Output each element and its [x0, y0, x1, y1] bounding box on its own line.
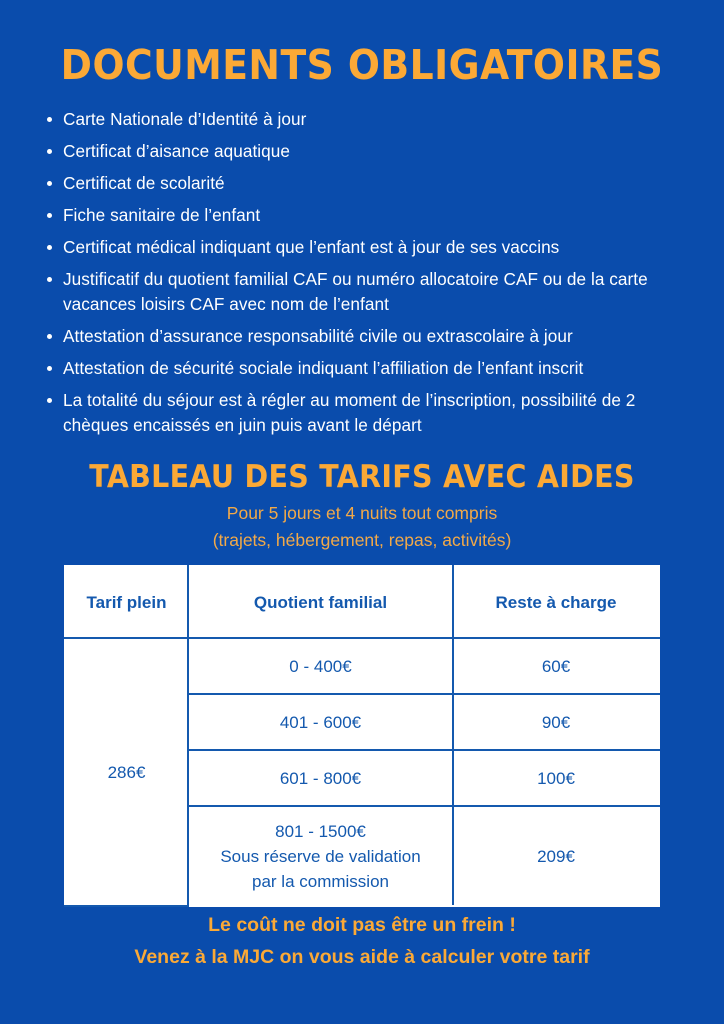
table-row: [65, 638, 659, 694]
list-item-label: Fiche sanitaire de l’enfant: [63, 205, 261, 225]
list-item-label: Justificatif du quotient familial CAF ou numéro allocatoire CAF ou de la carte vacances loisirs CAF avec nom de l’enfant: [63, 269, 648, 314]
list-item-label: Certificat médical indiquant que l’enfant est à jour de ses vaccins: [63, 237, 560, 257]
bullet-icon: [47, 398, 52, 403]
table-header-row: [65, 566, 659, 638]
list-item: [44, 139, 692, 164]
table-cell-quotient: 0 - 400€: [188, 638, 453, 694]
tarifs-section-title: TABLEAU DES TARIFS AVEC AIDES: [89, 459, 635, 495]
list-item-label: Attestation de sécurité sociale indiquant l’affiliation de l’enfant inscrit: [63, 358, 584, 378]
list-item-label: Carte Nationale d’Identité à jour: [63, 109, 307, 129]
table-cell-quotient: 401 - 600€: [188, 694, 453, 750]
list-item-label: La totalité du séjour est à régler au moment de l’inscription, possibilité de 2 chèques encaissés en juin puis avant le départ: [63, 390, 636, 435]
required-documents-list: [44, 107, 692, 445]
table-cell-quotient-line-3: par la commission: [252, 871, 389, 891]
list-item: [44, 267, 692, 317]
bullet-icon: [47, 366, 52, 371]
list-item: [44, 107, 692, 132]
table-cell-quotient-line-2: Sous réserve de validation: [220, 846, 421, 866]
list-item: [44, 235, 692, 260]
table-cell-reste: 209€: [453, 806, 659, 906]
bullet-icon: [47, 117, 52, 122]
table-cell-reste: 90€: [453, 694, 659, 750]
table-header-tarif-plein: Tarif plein: [65, 566, 188, 638]
table-cell-reste: 60€: [453, 638, 659, 694]
table-cell-reste: 100€: [453, 750, 659, 806]
tarifs-subtitle-line-1: Pour 5 jours et 4 nuits tout compris: [226, 503, 498, 523]
tarifs-subtitle-line-2: (trajets, hébergement, repas, activités): [212, 530, 512, 550]
table-cell-quotient-line-1: 801 - 1500€: [275, 821, 366, 841]
list-item-label: Certificat d’aisance aquatique: [63, 141, 290, 161]
page-title: DOCUMENTS OBLIGATOIRES: [60, 41, 664, 89]
table-cell-quotient: [188, 806, 453, 906]
bullet-icon: [47, 149, 52, 154]
bullet-icon: [47, 213, 52, 218]
list-item: [44, 388, 692, 438]
footer-line-1: Le coût ne doit pas être un frein !: [208, 914, 516, 936]
list-item: [44, 356, 692, 381]
bullet-icon: [47, 277, 52, 282]
table-header-reste-a-charge: Reste à charge: [453, 566, 659, 638]
table-cell-quotient: 601 - 800€: [188, 750, 453, 806]
tarifs-table: [64, 565, 660, 907]
list-item-label: Certificat de scolarité: [63, 173, 225, 193]
footer-line-2: Venez à la MJC on vous aide à calculer votre tarif: [134, 946, 590, 968]
table-header-quotient-familial: Quotient familial: [188, 566, 453, 638]
table-cell-tarif-plein-value: 286€: [65, 638, 188, 906]
list-item: [44, 171, 692, 196]
list-item: [44, 324, 692, 349]
list-item-label: Attestation d’assurance responsabilité civile ou extrascolaire à jour: [63, 326, 573, 346]
list-item: [44, 203, 692, 228]
bullet-icon: [47, 334, 52, 339]
bullet-icon: [47, 245, 52, 250]
bullet-icon: [47, 181, 52, 186]
